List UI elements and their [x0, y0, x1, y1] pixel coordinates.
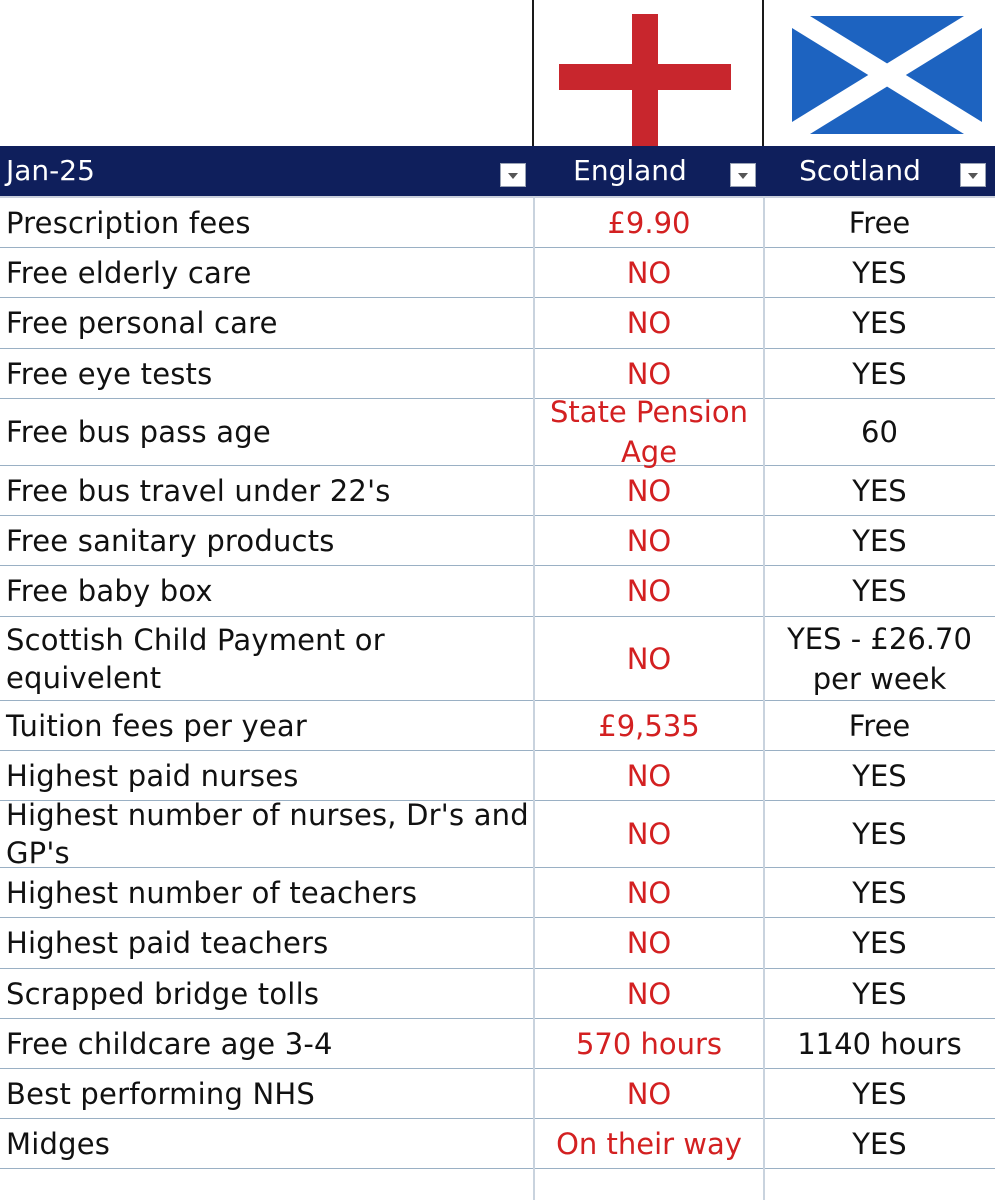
scotland-value-cell[interactable] [764, 1069, 995, 1118]
england-value-cell-text: NO [626, 926, 672, 960]
table-row [0, 701, 995, 751]
scotland-value-cell[interactable] [764, 248, 995, 297]
row-label-cell[interactable] [6, 701, 534, 750]
england-value-cell[interactable] [534, 868, 764, 917]
column-divider [763, 196, 765, 1200]
scotland-value-cell[interactable] [764, 516, 995, 565]
row-label-cell[interactable] [6, 969, 534, 1018]
filter-dropdown-scotland[interactable] [960, 163, 986, 187]
england-value-cell[interactable] [534, 566, 764, 616]
england-value-cell[interactable] [534, 751, 764, 800]
scotland-value-cell-text: YES [852, 875, 907, 910]
filter-dropdown-england[interactable] [730, 163, 756, 187]
england-value-cell-text: NO [626, 817, 672, 851]
scotland-value-cell-text: 60 [861, 415, 898, 449]
england-value-cell-text: £9.90 [607, 205, 691, 240]
row-label-cell[interactable] [6, 198, 534, 247]
row-label-cell[interactable] [6, 516, 534, 565]
table-row [0, 516, 995, 566]
england-flag-cell [534, 0, 764, 146]
row-label-cell-text: Free sanitary products [6, 523, 335, 558]
row-label-cell-text: Free childcare age 3-4 [6, 1026, 333, 1061]
scotland-value-cell[interactable] [764, 868, 995, 917]
england-value-cell-text: NO [626, 875, 672, 910]
saltire-flag-icon [764, 0, 995, 146]
row-label-cell-text: Scottish Child Payment or equivelent [6, 622, 385, 695]
row-label-cell-text: Free baby box [6, 574, 213, 608]
table-row [0, 1119, 995, 1169]
flag-row [0, 0, 995, 146]
england-value-cell-text: NO [626, 641, 672, 676]
england-value-cell-text: 570 hours [575, 1026, 723, 1061]
england-value-cell[interactable] [534, 969, 764, 1018]
england-value-cell-text: NO [626, 306, 672, 340]
england-value-cell-text: NO [626, 255, 672, 290]
row-label-cell-text: Free elderly care [6, 255, 252, 290]
england-value-cell-text: NO [626, 356, 672, 391]
scotland-value-cell-text: Free [848, 708, 911, 743]
row-label-cell-text: Prescription fees [6, 205, 251, 240]
row-label-cell[interactable] [6, 1069, 534, 1118]
row-label-cell-text: Free bus pass age [6, 415, 271, 449]
england-value-cell[interactable] [534, 248, 764, 297]
england-value-cell[interactable] [534, 516, 764, 565]
flag-blank-cell [0, 0, 534, 146]
scotland-value-cell[interactable] [764, 969, 995, 1018]
table-row [0, 617, 995, 701]
england-value-cell[interactable] [534, 1119, 764, 1168]
table-row [0, 298, 995, 349]
scotland-value-cell-text: YES [852, 473, 907, 508]
england-value-cell-text: NO [626, 1076, 672, 1111]
table-row [0, 395, 995, 469]
scotland-value-cell-text: YES [852, 356, 907, 391]
scotland-value-cell[interactable] [764, 198, 995, 247]
england-value-cell[interactable] [534, 198, 764, 247]
scotland-flag-cell [764, 0, 995, 146]
england-header: England [573, 154, 687, 187]
scotland-value-cell-text: YES [852, 1126, 907, 1161]
row-label-cell[interactable] [6, 918, 534, 968]
scotland-value-cell-text: YES [852, 926, 907, 960]
england-value-cell[interactable] [534, 701, 764, 750]
scotland-value-cell-text: YES [852, 574, 907, 608]
england-value-cell-text: £9,535 [598, 708, 700, 743]
england-value-cell[interactable] [534, 349, 764, 398]
england-value-cell-text: State Pension Age [550, 395, 748, 469]
scotland-value-cell-text: YES [852, 758, 907, 793]
row-label-cell-text: Highest number of nurses, Dr's and GP's [6, 798, 529, 870]
england-value-cell[interactable] [534, 1069, 764, 1118]
row-label-cell[interactable] [6, 798, 534, 870]
england-value-cell-text: NO [626, 574, 672, 608]
row-label-cell[interactable] [6, 349, 534, 398]
scotland-value-cell-text: YES [852, 817, 907, 851]
scotland-value-cell[interactable] [764, 1019, 995, 1068]
scotland-value-cell-text: 1140 hours [797, 1026, 962, 1061]
row-label-cell-text: Best performing NHS [6, 1076, 315, 1111]
st-george-cross-flag-icon [534, 0, 762, 146]
scotland-value-cell-text: YES [852, 255, 907, 290]
header-row [0, 146, 995, 198]
table-row [0, 1019, 995, 1069]
row-label-cell[interactable] [6, 1019, 534, 1068]
table-row [0, 868, 995, 918]
scotland-value-cell-text: YES - £26.70 per week [787, 621, 972, 696]
filter-dropdown-date[interactable] [500, 163, 526, 187]
scotland-value-cell-text: YES [852, 1076, 907, 1111]
england-value-cell[interactable] [534, 395, 764, 469]
scotland-value-cell-text: Free [848, 205, 911, 240]
row-label-cell[interactable] [6, 566, 534, 616]
england-value-cell-text: NO [626, 758, 672, 793]
england-value-cell[interactable] [534, 466, 764, 515]
table-row [0, 751, 995, 801]
scotland-value-cell[interactable] [764, 466, 995, 515]
england-value-cell-text: NO [626, 976, 672, 1011]
scotland-value-cell-text: YES [852, 976, 907, 1011]
england-value-cell-text: NO [626, 473, 672, 508]
table-row [0, 798, 995, 870]
table-row [0, 566, 995, 617]
england-value-cell-text: NO [626, 523, 672, 558]
table-row [0, 1069, 995, 1119]
row-label-cell[interactable] [6, 466, 534, 515]
row-label-cell-text: Highest paid nurses [6, 758, 299, 793]
table-row [0, 349, 995, 399]
scotland-value-cell[interactable] [764, 298, 995, 348]
scotland-value-cell[interactable] [764, 751, 995, 800]
scotland-value-cell-text: YES [852, 523, 907, 558]
row-label-cell[interactable] [6, 617, 534, 700]
scotland-value-cell[interactable] [764, 566, 995, 616]
england-value-cell[interactable] [534, 617, 764, 700]
table-row [0, 198, 995, 248]
scotland-value-cell[interactable] [764, 349, 995, 398]
row-label-cell[interactable] [6, 248, 534, 297]
scotland-value-cell[interactable] [764, 1119, 995, 1168]
scotland-header: Scotland [799, 154, 921, 187]
row-label-cell-text: Tuition fees per year [6, 708, 308, 743]
table-row [0, 466, 995, 516]
scotland-value-cell[interactable] [764, 918, 995, 968]
row-label-cell-text: Scrapped bridge tolls [6, 976, 320, 1011]
scotland-value-cell[interactable] [764, 617, 995, 700]
row-label-cell[interactable] [6, 399, 534, 465]
england-value-cell[interactable] [534, 298, 764, 348]
england-value-cell-text: On their way [556, 1126, 742, 1161]
row-label-cell[interactable] [6, 868, 534, 917]
column-divider [533, 196, 535, 1200]
row-label-cell-text: Midges [6, 1126, 111, 1161]
table-row [0, 248, 995, 298]
date-header: Jan-25 [6, 154, 95, 187]
row-label-cell[interactable] [6, 751, 534, 800]
row-label-cell-text: Free eye tests [6, 356, 213, 391]
row-label-cell-text: Highest number of teachers [6, 875, 418, 910]
scotland-value-cell[interactable] [764, 399, 995, 465]
scotland-value-cell-text: YES [852, 306, 907, 340]
row-label-cell-text: Free personal care [6, 306, 278, 340]
table-row [0, 969, 995, 1019]
england-value-cell[interactable] [534, 801, 764, 867]
row-label-cell[interactable] [6, 298, 534, 348]
row-label-cell-text: Highest paid teachers [6, 926, 329, 960]
england-value-cell[interactable] [534, 918, 764, 968]
england-value-cell[interactable] [534, 1019, 764, 1068]
scotland-value-cell[interactable] [764, 801, 995, 867]
row-label-cell-text: Free bus travel under 22's [6, 473, 391, 508]
row-label-cell[interactable] [6, 1119, 534, 1168]
scotland-value-cell[interactable] [764, 701, 995, 750]
table-row [0, 918, 995, 969]
